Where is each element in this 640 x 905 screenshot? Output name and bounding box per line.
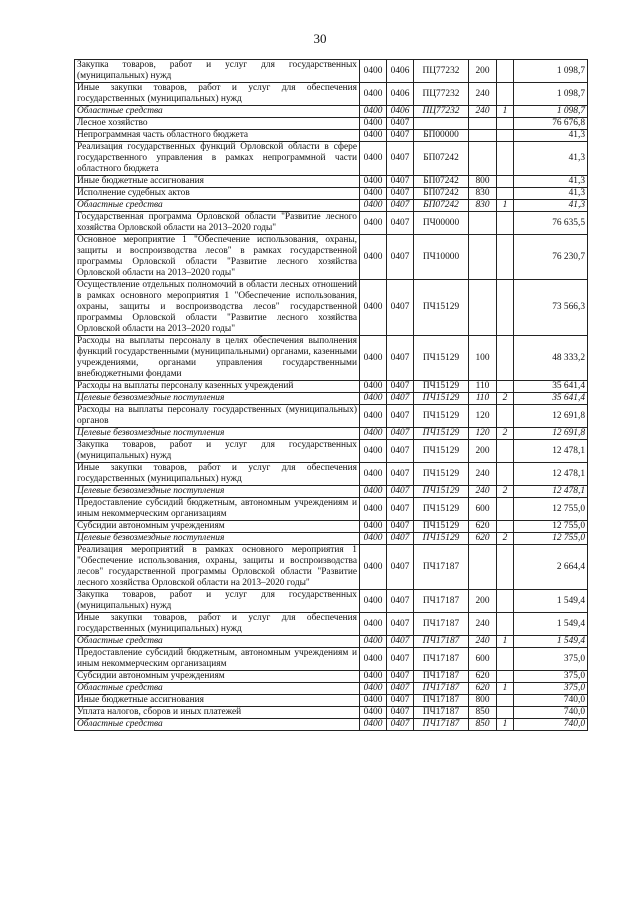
- amount: 12 755,0: [514, 521, 588, 533]
- section-code: 0400: [360, 130, 387, 142]
- expense-type-code: 120: [469, 405, 497, 428]
- budget-table: [74, 59, 588, 731]
- table-row: [75, 590, 588, 613]
- table-row: [75, 440, 588, 463]
- table-row: [75, 235, 588, 280]
- amount: 41,3: [514, 130, 588, 142]
- subsection-code: 0407: [387, 440, 414, 463]
- row-name: Уплата налогов, сборов и иных платежей: [75, 707, 360, 719]
- expense-type-code: 110: [469, 393, 497, 405]
- amount: 12 478,1: [514, 486, 588, 498]
- target-article-code: ПЧ17187: [414, 707, 469, 719]
- subsection-code: 0407: [387, 200, 414, 212]
- target-article-code: БП07242: [414, 176, 469, 188]
- row-name: Субсидии автономным учреждениям: [75, 671, 360, 683]
- section-code: 0400: [360, 498, 387, 521]
- funding-source-code: [497, 235, 514, 280]
- funding-source-code: [497, 613, 514, 636]
- subsection-code: 0407: [387, 188, 414, 200]
- amount: 48 333,2: [514, 336, 588, 381]
- amount: 1 098,7: [514, 83, 588, 106]
- row-name: Закупка товаров, работ и услуг для государственных (муниципальных) нужд: [75, 440, 360, 463]
- funding-source-code: [497, 440, 514, 463]
- row-name: Государственная программа Орловской области "Развитие лесного хозяйства Орловской области на 2013–2020 годы": [75, 212, 360, 235]
- expense-type-code: 620: [469, 671, 497, 683]
- funding-source-code: [497, 142, 514, 176]
- table-row: [75, 707, 588, 719]
- target-article-code: ПЧ15129: [414, 381, 469, 393]
- funding-source-code: 1: [497, 719, 514, 731]
- table-row: [75, 212, 588, 235]
- target-article-code: ПЧ15129: [414, 336, 469, 381]
- section-code: 0400: [360, 463, 387, 486]
- section-code: 0400: [360, 648, 387, 671]
- subsection-code: 0407: [387, 719, 414, 731]
- amount: 1 549,4: [514, 613, 588, 636]
- table-row: [75, 719, 588, 731]
- table-row: [75, 405, 588, 428]
- row-name: Иные закупки товаров, работ и услуг для обеспечения государственных (муниципальных) нужд: [75, 613, 360, 636]
- section-code: 0400: [360, 590, 387, 613]
- expense-type-code: 620: [469, 521, 497, 533]
- row-name: Целевые безвозмездные поступления: [75, 393, 360, 405]
- expense-type-code: 800: [469, 176, 497, 188]
- expense-type-code: 240: [469, 463, 497, 486]
- subsection-code: 0407: [387, 336, 414, 381]
- funding-source-code: [497, 648, 514, 671]
- amount: 740,0: [514, 707, 588, 719]
- budget-table-body: [75, 60, 588, 731]
- funding-source-code: [497, 590, 514, 613]
- expense-type-code: 240: [469, 613, 497, 636]
- amount: 41,3: [514, 176, 588, 188]
- subsection-code: 0407: [387, 130, 414, 142]
- section-code: 0400: [360, 83, 387, 106]
- target-article-code: [414, 118, 469, 130]
- subsection-code: 0407: [387, 393, 414, 405]
- subsection-code: 0407: [387, 636, 414, 648]
- subsection-code: 0406: [387, 83, 414, 106]
- funding-source-code: [497, 707, 514, 719]
- amount: 12 478,1: [514, 440, 588, 463]
- subsection-code: 0407: [387, 498, 414, 521]
- amount: 35 641,4: [514, 393, 588, 405]
- funding-source-code: [497, 336, 514, 381]
- table-row: [75, 428, 588, 440]
- target-article-code: ПЧ10000: [414, 235, 469, 280]
- expense-type-code: 110: [469, 381, 497, 393]
- section-code: 0400: [360, 142, 387, 176]
- section-code: 0400: [360, 106, 387, 118]
- expense-type-code: [469, 235, 497, 280]
- expense-type-code: 200: [469, 60, 497, 83]
- amount: 76 635,5: [514, 212, 588, 235]
- funding-source-code: [497, 212, 514, 235]
- row-name: Непрограммная часть областного бюджета: [75, 130, 360, 142]
- target-article-code: ПЦ77232: [414, 60, 469, 83]
- section-code: 0400: [360, 533, 387, 545]
- expense-type-code: [469, 118, 497, 130]
- row-name: Осуществление отдельных полномочий в области лесных отношений в рамках основного мероприятия 1 "Обеспечение использования, охраны, защиты и воспроизводства лесов" государственной программы Орловской области "Развитие лесного хозяйства Орловской области на 2013–2020 годы": [75, 280, 360, 336]
- table-row: [75, 106, 588, 118]
- table-row: [75, 648, 588, 671]
- target-article-code: ПЧ17187: [414, 545, 469, 590]
- table-row: [75, 533, 588, 545]
- funding-source-code: [497, 83, 514, 106]
- row-name: Закупка товаров, работ и услуг для государственных (муниципальных) нужд: [75, 590, 360, 613]
- subsection-code: 0407: [387, 405, 414, 428]
- funding-source-code: [497, 671, 514, 683]
- table-row: [75, 636, 588, 648]
- section-code: 0400: [360, 613, 387, 636]
- subsection-code: 0407: [387, 212, 414, 235]
- section-code: 0400: [360, 336, 387, 381]
- row-name: Расходы на выплаты персоналу государственных (муниципальных) органов: [75, 405, 360, 428]
- section-code: 0400: [360, 521, 387, 533]
- target-article-code: ПЧ17187: [414, 719, 469, 731]
- expense-type-code: 800: [469, 695, 497, 707]
- section-code: 0400: [360, 188, 387, 200]
- funding-source-code: [497, 545, 514, 590]
- table-row: [75, 130, 588, 142]
- target-article-code: БП07242: [414, 200, 469, 212]
- table-row: [75, 521, 588, 533]
- expense-type-code: [469, 280, 497, 336]
- expense-type-code: [469, 545, 497, 590]
- target-article-code: ПЧ15129: [414, 440, 469, 463]
- funding-source-code: 1: [497, 683, 514, 695]
- row-name: Предоставление субсидий бюджетным, автономным учреждениям и иным некоммерческим организациям: [75, 498, 360, 521]
- expense-type-code: 120: [469, 428, 497, 440]
- subsection-code: 0407: [387, 533, 414, 545]
- amount: 375,0: [514, 683, 588, 695]
- target-article-code: ПЧ15129: [414, 486, 469, 498]
- row-name: Иные закупки товаров, работ и услуг для обеспечения государственных (муниципальных) нужд: [75, 463, 360, 486]
- row-name: Областные средства: [75, 719, 360, 731]
- expense-type-code: 100: [469, 336, 497, 381]
- expense-type-code: 850: [469, 719, 497, 731]
- target-article-code: БП07242: [414, 142, 469, 176]
- target-article-code: ПЧ17187: [414, 683, 469, 695]
- target-article-code: ПЧ15129: [414, 521, 469, 533]
- target-article-code: ПЧ15129: [414, 280, 469, 336]
- target-article-code: ПЧ15129: [414, 428, 469, 440]
- funding-source-code: [497, 118, 514, 130]
- funding-source-code: [497, 498, 514, 521]
- section-code: 0400: [360, 428, 387, 440]
- subsection-code: 0407: [387, 176, 414, 188]
- table-row: [75, 83, 588, 106]
- target-article-code: ПЧ15129: [414, 498, 469, 521]
- subsection-code: 0407: [387, 613, 414, 636]
- table-row: [75, 381, 588, 393]
- section-code: 0400: [360, 719, 387, 731]
- funding-source-code: 1: [497, 106, 514, 118]
- target-article-code: БП07242: [414, 188, 469, 200]
- expense-type-code: 240: [469, 636, 497, 648]
- section-code: 0400: [360, 545, 387, 590]
- funding-source-code: [497, 405, 514, 428]
- table-row: [75, 613, 588, 636]
- amount: 73 566,3: [514, 280, 588, 336]
- funding-source-code: [497, 381, 514, 393]
- funding-source-code: [497, 280, 514, 336]
- expense-type-code: 620: [469, 533, 497, 545]
- amount: 1 549,4: [514, 590, 588, 613]
- row-name: Областные средства: [75, 200, 360, 212]
- section-code: 0400: [360, 440, 387, 463]
- subsection-code: 0407: [387, 235, 414, 280]
- row-name: Основное мероприятие 1 "Обеспечение использования, охраны, защиты и воспроизводства лесов" в рамках государственной программы Орловской области "Развитие лесного хозяйства Орловской области на 2013–2020 годы": [75, 235, 360, 280]
- row-name: Целевые безвозмездные поступления: [75, 533, 360, 545]
- funding-source-code: 2: [497, 393, 514, 405]
- target-article-code: ПЧ17187: [414, 613, 469, 636]
- target-article-code: ПЦ77232: [414, 83, 469, 106]
- subsection-code: 0407: [387, 545, 414, 590]
- amount: 12 755,0: [514, 498, 588, 521]
- section-code: 0400: [360, 381, 387, 393]
- section-code: 0400: [360, 280, 387, 336]
- amount: 76 676,8: [514, 118, 588, 130]
- subsection-code: 0406: [387, 60, 414, 83]
- subsection-code: 0407: [387, 671, 414, 683]
- section-code: 0400: [360, 118, 387, 130]
- subsection-code: 0407: [387, 142, 414, 176]
- section-code: 0400: [360, 60, 387, 83]
- funding-source-code: 2: [497, 486, 514, 498]
- amount: 35 641,4: [514, 381, 588, 393]
- amount: 375,0: [514, 648, 588, 671]
- expense-type-code: 240: [469, 83, 497, 106]
- table-row: [75, 486, 588, 498]
- section-code: 0400: [360, 671, 387, 683]
- subsection-code: 0407: [387, 463, 414, 486]
- funding-source-code: [497, 695, 514, 707]
- funding-source-code: 1: [497, 200, 514, 212]
- expense-type-code: 830: [469, 200, 497, 212]
- funding-source-code: [497, 176, 514, 188]
- target-article-code: ПЧ15129: [414, 393, 469, 405]
- table-row: [75, 142, 588, 176]
- row-name: Реализация государственных функций Орловской области в сфере государственного управления в рамках непрограммной части областного бюджета: [75, 142, 360, 176]
- funding-source-code: 1: [497, 636, 514, 648]
- target-article-code: ПЦ77232: [414, 106, 469, 118]
- table-row: [75, 280, 588, 336]
- subsection-code: 0407: [387, 521, 414, 533]
- row-name: Иные закупки товаров, работ и услуг для обеспечения государственных (муниципальных) нужд: [75, 83, 360, 106]
- subsection-code: 0406: [387, 106, 414, 118]
- row-name: Расходы на выплаты персоналу казенных учреждений: [75, 381, 360, 393]
- amount: 41,3: [514, 188, 588, 200]
- subsection-code: 0407: [387, 648, 414, 671]
- target-article-code: ПЧ15129: [414, 405, 469, 428]
- subsection-code: 0407: [387, 381, 414, 393]
- expense-type-code: 830: [469, 188, 497, 200]
- funding-source-code: 2: [497, 428, 514, 440]
- funding-source-code: [497, 463, 514, 486]
- funding-source-code: [497, 60, 514, 83]
- section-code: 0400: [360, 636, 387, 648]
- expense-type-code: 600: [469, 498, 497, 521]
- table-row: [75, 683, 588, 695]
- row-name: Лесное хозяйство: [75, 118, 360, 130]
- section-code: 0400: [360, 393, 387, 405]
- row-name: Целевые безвозмездные поступления: [75, 428, 360, 440]
- table-row: [75, 498, 588, 521]
- subsection-code: 0407: [387, 118, 414, 130]
- row-name: Иные бюджетные ассигнования: [75, 176, 360, 188]
- row-name: Реализация мероприятий в рамках основного мероприятия 1 "Обеспечение использования, охраны, защиты и воспроизводства лесов" государственной программы Орловской области "Развитие лесного хозяйства Орловской области на 2013–2020 годы": [75, 545, 360, 590]
- table-row: [75, 393, 588, 405]
- amount: 1 098,7: [514, 60, 588, 83]
- row-name: Предоставление субсидий бюджетным, автономным учреждениям и иным некоммерческим организациям: [75, 648, 360, 671]
- section-code: 0400: [360, 707, 387, 719]
- amount: 41,3: [514, 142, 588, 176]
- table-row: [75, 463, 588, 486]
- target-article-code: ПЧ17187: [414, 590, 469, 613]
- row-name: Областные средства: [75, 636, 360, 648]
- row-name: Исполнение судебных актов: [75, 188, 360, 200]
- subsection-code: 0407: [387, 486, 414, 498]
- subsection-code: 0407: [387, 707, 414, 719]
- amount: 76 230,7: [514, 235, 588, 280]
- table-row: [75, 176, 588, 188]
- funding-source-code: 2: [497, 533, 514, 545]
- table-row: [75, 545, 588, 590]
- section-code: 0400: [360, 695, 387, 707]
- subsection-code: 0407: [387, 428, 414, 440]
- row-name: Закупка товаров, работ и услуг для государственных (муниципальных) нужд: [75, 60, 360, 83]
- funding-source-code: [497, 130, 514, 142]
- row-name: Областные средства: [75, 106, 360, 118]
- table-row: [75, 200, 588, 212]
- expense-type-code: [469, 142, 497, 176]
- subsection-code: 0407: [387, 590, 414, 613]
- target-article-code: ПЧ00000: [414, 212, 469, 235]
- subsection-code: 0407: [387, 695, 414, 707]
- table-row: [75, 118, 588, 130]
- target-article-code: ПЧ15129: [414, 463, 469, 486]
- table-row: [75, 695, 588, 707]
- target-article-code: ПЧ17187: [414, 671, 469, 683]
- expense-type-code: 240: [469, 106, 497, 118]
- amount: 1 098,7: [514, 106, 588, 118]
- target-article-code: ПЧ17187: [414, 648, 469, 671]
- table-row: [75, 336, 588, 381]
- section-code: 0400: [360, 683, 387, 695]
- row-name: Субсидии автономным учреждениям: [75, 521, 360, 533]
- amount: 12 691,8: [514, 428, 588, 440]
- expense-type-code: 200: [469, 440, 497, 463]
- funding-source-code: [497, 521, 514, 533]
- section-code: 0400: [360, 405, 387, 428]
- expense-type-code: [469, 130, 497, 142]
- row-name: Расходы на выплаты персоналу в целях обеспечения выполнения функций государственными (муниципальными) органами, казенными учреждениями, органами управления государственными внебюджетными фондами: [75, 336, 360, 381]
- amount: 740,0: [514, 719, 588, 731]
- expense-type-code: 240: [469, 486, 497, 498]
- target-article-code: БП00000: [414, 130, 469, 142]
- expense-type-code: 600: [469, 648, 497, 671]
- table-row: [75, 671, 588, 683]
- funding-source-code: [497, 188, 514, 200]
- table-row: [75, 188, 588, 200]
- section-code: 0400: [360, 200, 387, 212]
- section-code: 0400: [360, 212, 387, 235]
- amount: 740,0: [514, 695, 588, 707]
- subsection-code: 0407: [387, 683, 414, 695]
- expense-type-code: 850: [469, 707, 497, 719]
- table-row: [75, 60, 588, 83]
- target-article-code: ПЧ17187: [414, 695, 469, 707]
- target-article-code: ПЧ17187: [414, 636, 469, 648]
- section-code: 0400: [360, 486, 387, 498]
- target-article-code: ПЧ15129: [414, 533, 469, 545]
- section-code: 0400: [360, 235, 387, 280]
- section-code: 0400: [360, 176, 387, 188]
- amount: 375,0: [514, 671, 588, 683]
- amount: 2 664,4: [514, 545, 588, 590]
- expense-type-code: [469, 212, 497, 235]
- amount: 1 549,4: [514, 636, 588, 648]
- amount: 12 691,8: [514, 405, 588, 428]
- page-number: 30: [313, 31, 327, 46]
- row-name: Областные средства: [75, 683, 360, 695]
- row-name: Иные бюджетные ассигнования: [75, 695, 360, 707]
- amount: 12 478,1: [514, 463, 588, 486]
- amount: 12 755,0: [514, 533, 588, 545]
- expense-type-code: 620: [469, 683, 497, 695]
- row-name: Целевые безвозмездные поступления: [75, 486, 360, 498]
- expense-type-code: 200: [469, 590, 497, 613]
- subsection-code: 0407: [387, 280, 414, 336]
- amount: 41,3: [514, 200, 588, 212]
